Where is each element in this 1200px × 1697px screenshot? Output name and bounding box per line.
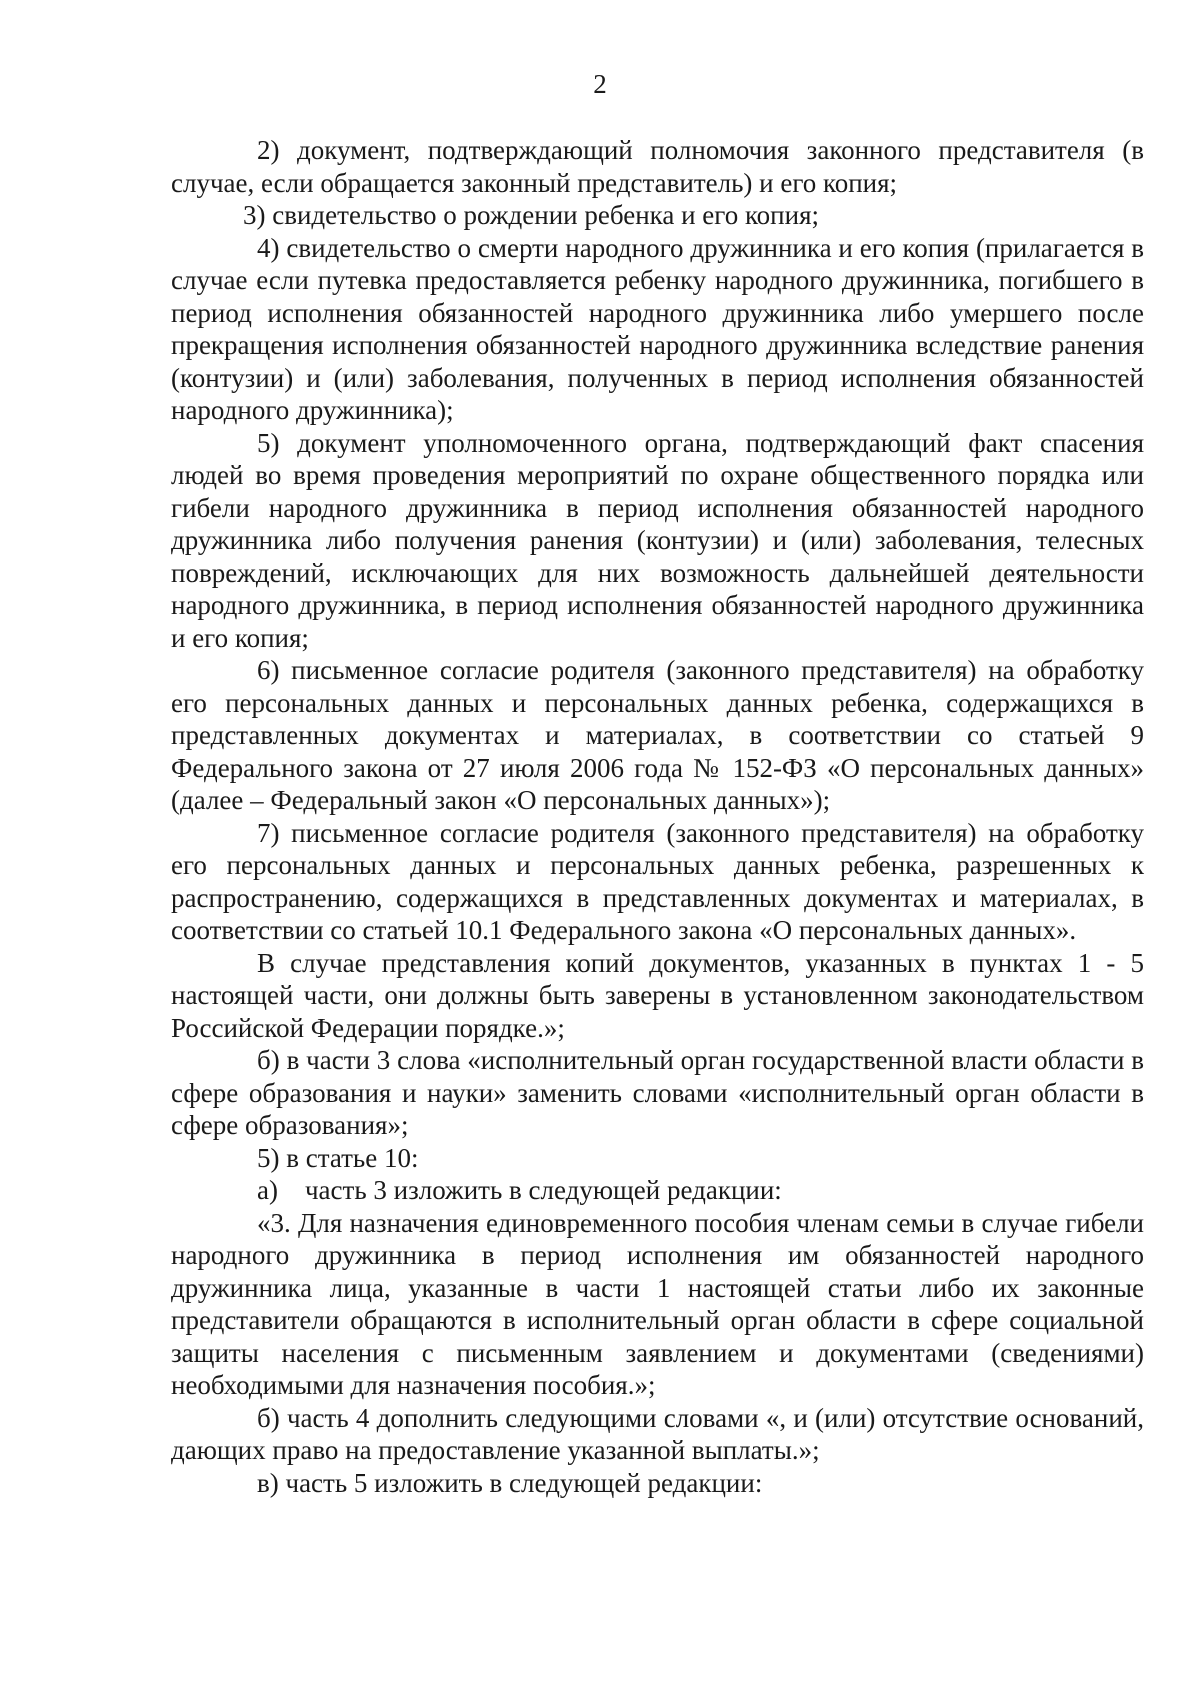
page-number: 2 bbox=[593, 69, 607, 99]
paragraph-new-part-3: «3. Для назначения единовременного пособия членам семьи в случае гибели народного дружинника в период исполнения им обязанностей народного дружинника лица, указанные в части 1 настоящей статьи либо их законные представители обращаются в исполнительный орган области в сфере социальной защиты населения с письменным заявлением и документами (сведениями) необходимыми для назначения пособия.»; bbox=[171, 1207, 1144, 1400]
paragraph-amendment-v-part-5: в) часть 5 изложить в следующей редакции: bbox=[257, 1467, 763, 1498]
paragraph-item-6: 6) письменное согласие родителя (законного представителя) на обработку его персональных данных и персональных данных ребенка, содержащихся в представленных документах и материалах, в соответствии со статьей 9 Федерального закона от 27 июля 2006 года № 152-ФЗ «О персональных данных» (далее – Федеральный закон «О персональных данных»); bbox=[171, 655, 1144, 815]
paragraph-copies-certification: В случае представления копий документов, указанных в пунктах 1 - 5 настоящей части, они должны быть заверены в установленном законодательством Российской Федерации порядке.»; bbox=[171, 947, 1144, 1043]
paragraph-item-2: 2) документ, подтверждающий полномочия законного представителя (в случае, если обращается законный представитель) и его копия; bbox=[171, 135, 1144, 198]
paragraph-amendment-b-part-3: б) в части 3 слова «исполнительный орган государственной власти области в сфере образования и науки» заменить словами «исполнительный орган области в сфере образования»; bbox=[171, 1045, 1144, 1140]
paragraph-item-7: 7) письменное согласие родителя (законного представителя) на обработку его персональных данных и персональных данных ребенка, разрешенных к распространению, содержащихся в представленных документах и материалах, в соответствии со статьей 10.1 Федерального закона «О персональных данных». bbox=[171, 817, 1144, 945]
paragraph-item-3: 3) свидетельство о рождении ребенка и его копия; bbox=[243, 200, 820, 230]
paragraph-amendment-a-part-3: а) часть 3 изложить в следующей редакции: bbox=[257, 1175, 782, 1205]
paragraph-item-4: 4) свидетельство о смерти народного дружинника и его копия (прилагается в случае если путевка предоставляется ребенку народного дружинника, погибшего в период исполнения обязанностей народного дружинника либо умершего после прекращения исполнения обязанностей народного дружинника вследствие ранения (контузии) и (или) заболевания, полученных в период исполнения обязанностей народного дружинника); bbox=[171, 232, 1144, 425]
paragraph-article-10: 5) в статье 10: bbox=[257, 1142, 419, 1173]
paragraph-amendment-b-part-4: б) часть 4 дополнить следующими словами «, и (или) отсутствие оснований, дающих право на предоставление указанной выплаты.»; bbox=[171, 1402, 1144, 1465]
paragraph-item-5: 5) документ уполномоченного органа, подтверждающий факт спасения людей во время проведения мероприятий по охране общественного порядка или гибели народного дружинника в период исполнения обязанностей народного дружинника либо получения ранения (контузии) и (или) заболевания, телесных повреждений, исключающих для них возможность дальнейшей деятельности народного дружинника, в период исполнения обязанностей народного дружинника и его копия; bbox=[171, 427, 1144, 653]
document-body bbox=[171, 134, 1144, 1499]
